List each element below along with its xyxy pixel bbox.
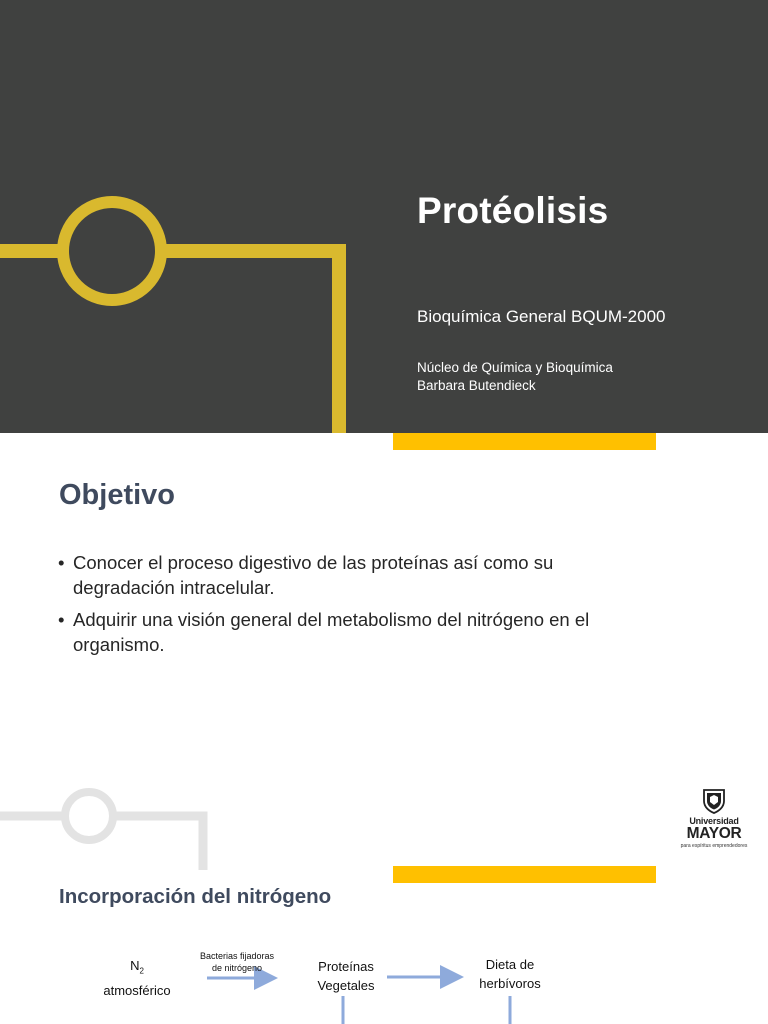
bullet-text-line: organismo. <box>73 634 165 655</box>
logo-text: MAYOR <box>686 825 742 842</box>
logo-text: Universidad <box>689 816 739 826</box>
list-item <box>58 550 698 600</box>
course-subtitle: Bioquímica General BQUM-2000 <box>417 307 666 326</box>
deco-ring <box>63 202 161 300</box>
diet-text: Dieta de <box>485 957 535 972</box>
bullet-text-line: Adquirir una visión general del metabolismo del nitrógeno en el <box>73 609 590 630</box>
title-slide <box>0 0 768 433</box>
diet-text: herbívoros <box>479 976 541 991</box>
accent-bar <box>393 433 656 450</box>
deco-ring <box>65 792 113 840</box>
author-text: Barbara Butendieck <box>417 378 536 393</box>
deco-line-right <box>113 816 203 870</box>
bullet-text-line: degradación intracelular. <box>73 577 275 598</box>
deco-line-right <box>162 251 339 433</box>
department-text: Núcleo de Química y Bioquímica <box>417 360 613 375</box>
logo-tagline: para espíritus emprendedores <box>680 843 748 849</box>
circle-line-decoration-light <box>0 780 220 870</box>
proteins-text: Vegetales <box>317 978 375 993</box>
node-n2 <box>92 956 182 1000</box>
n2-symbol: N <box>130 958 140 973</box>
node-proteins <box>306 957 386 995</box>
list-item <box>58 607 698 657</box>
bacteria-text: de nitrógeno <box>211 963 263 973</box>
slide-title: Protéolisis <box>417 190 609 231</box>
nitrogen-title: Incorporación del nitrógeno <box>59 885 332 908</box>
objective-title: Objetivo <box>59 479 176 511</box>
accent-bar <box>393 866 656 883</box>
bacteria-text: Bacterias fijadoras <box>199 951 275 961</box>
bullet-text-line: Conocer el proceso digestivo de las proteínas así como su <box>73 552 554 573</box>
node-bacteria-label <box>192 950 282 974</box>
objective-list <box>58 550 698 664</box>
bullet-icon: • <box>58 552 65 573</box>
circle-line-decoration <box>0 0 400 433</box>
node-diet <box>460 955 560 993</box>
bullet-icon: • <box>58 609 65 630</box>
n2-label: atmosférico <box>103 982 171 998</box>
n2-subscript: 2 <box>139 966 144 976</box>
university-logo <box>672 788 756 849</box>
proteins-text: Proteínas <box>318 959 374 974</box>
shield-icon <box>702 788 726 814</box>
